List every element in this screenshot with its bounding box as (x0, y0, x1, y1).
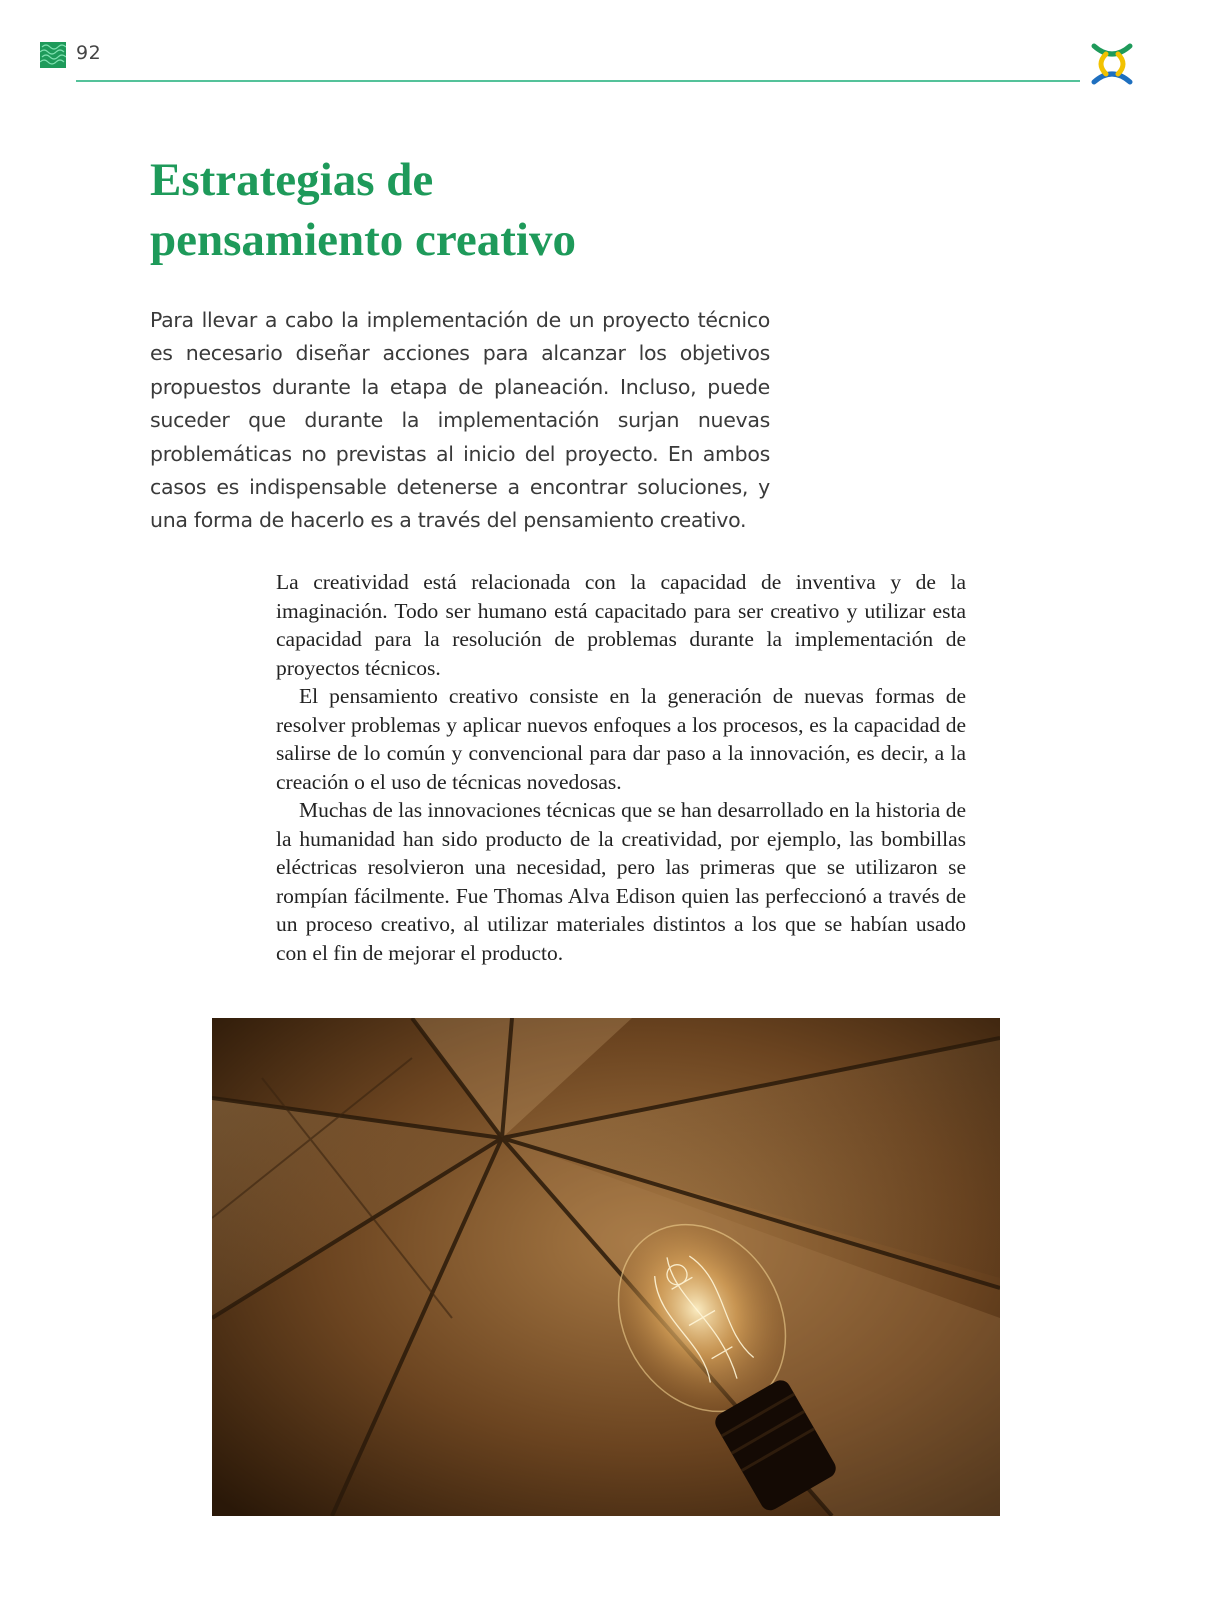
intro-paragraph: Para llevar a cabo la implementación de un proyecto técnico es necesario diseñar acciones para alcanzar los objetivos propuestos durante la etapa de planeación. Incluso, puede suceder que durante la implementación surjan nuevas problemáticas no previstas al inicio del proyecto. En ambos casos es indispensable detenerse a encontrar soluciones, y una forma de hacerlo es a través del pensamiento creativo. (150, 308, 770, 533)
title-line-1: Estrategias de (150, 154, 434, 206)
pattern-square-icon (40, 42, 66, 68)
header-rule (76, 80, 1080, 82)
page-title (150, 150, 576, 270)
body-paragraph-1: La creatividad está relacionada con la capacidad de inventiva y de la imaginación. Todo ser humano está capacitado para ser creativo y utilizar esta capacidad para la resolución de problemas durante la implementación de proyectos técnicos. (276, 570, 966, 680)
page-number: 92 (76, 42, 102, 64)
body-paragraph-3: Muchas de las innovaciones técnicas que se han desarrollado en la historia de la humanidad han sido producto de la creatividad, por ejemplo, las bombillas eléctricas resolvieron una necesidad, pero las primeras que se utilizaron se rompían fácilmente. Fue Thomas Alva Edison quien las perfeccionó a través de un proceso creativo, al utilizar materiales distintos a los que se habían usado con el fin de mejorar el producto. (276, 798, 966, 965)
body-text (276, 568, 966, 967)
title-line-2: pensamiento creativo (150, 214, 576, 266)
xc-logo-icon (1088, 40, 1136, 88)
light-bulb-photo (212, 1018, 1000, 1516)
body-paragraph-2: El pensamiento creativo consiste en la generación de nuevas formas de resolver problemas y aplicar nuevos enfoques a los procesos, es la capacidad de salirse de lo común y convencional para dar paso a la innovación, es decir, a la creación o el uso de técnicas novedosas. (276, 684, 966, 794)
